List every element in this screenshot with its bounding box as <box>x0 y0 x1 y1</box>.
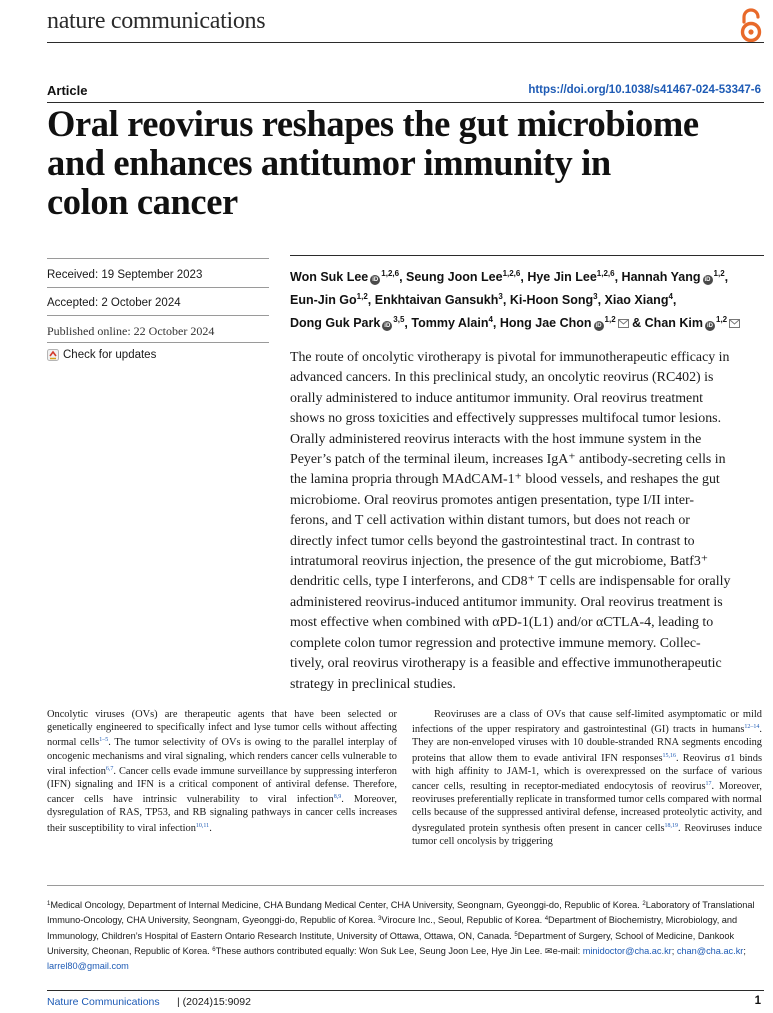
author-separator: , <box>614 270 622 284</box>
masthead-rule <box>47 42 764 43</box>
author-name: Chan Kim <box>644 316 703 330</box>
author-name: Eun-Jin Go <box>290 293 357 307</box>
abstract-line: Peyer’s patch of the terminal ileum, increases IgA⁺ antibody-secreting cells in <box>290 452 726 468</box>
check-updates-label: Check for updates <box>63 349 157 361</box>
abstract-line: directly infect tumor cells beyond the gastrointestinal tract. In contrast to <box>290 533 695 549</box>
abstract-line: shows no gross toxicities and effectively suppresses multifocal tumor lesions. <box>290 411 722 427</box>
body-text: . Moreover, dysregulation of RAS, TP53, and RB signaling pathways in cancer cells increases their susceptibility to viral infection <box>47 794 397 834</box>
received-date: Received: 19 September 2023 <box>47 269 203 281</box>
affiliation-text: ; <box>671 946 677 957</box>
mail-icon <box>618 319 629 328</box>
author-affiliation-marker: 1,2 <box>604 315 616 324</box>
author-name: Enkhtaivan Gansukh <box>374 293 499 307</box>
meta-divider <box>47 287 269 288</box>
author-separator: , <box>502 293 510 307</box>
author-name: Xiao Xiang <box>604 293 669 307</box>
author-name: Dong Guk Park <box>290 316 381 330</box>
author-affiliation-marker: 3 <box>593 292 598 301</box>
footer-journal-name: Nature Communications <box>47 996 160 1008</box>
email-address: larrel80@gmail.com <box>47 960 129 971</box>
reference-citation: 18,19 <box>664 822 679 829</box>
affiliation-text: Laboratory of Translational Immuno-Oncology, CHA University, Seongnam, Gyeonggi-do, Republic of Korea. <box>47 900 755 926</box>
affiliation-number: 5 <box>514 931 518 938</box>
author-list <box>290 264 765 333</box>
affiliation-text: ; <box>743 946 746 957</box>
body-text: . The tumor selectivity of OVs is owing to the parallel interplay of oncogenic mechanisms and viral signaling, which renders cancer cells vulnerable to viral infection <box>47 737 398 777</box>
body-text: . Cancer cells evade immune surveillance by suppressing interferon (IFN) signaling and IFN is a critical component of antiviral defense. Therefore, cancer cells have intrinsic vulnerability to viral infection <box>47 765 397 806</box>
page-number: 1 <box>754 995 761 1007</box>
author-affiliation-marker: 3 <box>498 292 503 301</box>
author-separator: , <box>492 316 500 330</box>
reference-citation: 6,7 <box>105 765 114 772</box>
affiliation-text: These authors contributed equally: Won Suk Lee, Seung Joon Lee, Hye Jin Lee. <box>215 946 545 957</box>
orcid-icon[interactable]: iD <box>384 323 391 329</box>
affiliation-text: Virocure Inc., Seoul, Republic of Korea. <box>381 915 545 926</box>
author-name: Tommy Alain <box>411 316 489 330</box>
mail-icon: ✉ <box>544 946 553 957</box>
body-text: Oncolytic viruses (OVs) are therapeutic agents that have been selected or genetically engineered to specifically infect and lyse tumor cells without affecting normal cells <box>47 709 397 749</box>
author-separator: , <box>724 270 729 284</box>
abstract-line: intratumoral reovirus injection, the presence of the gut microbiome, Batf3⁺ <box>290 554 709 570</box>
abstract-line: dendritic cells, type I interferons, and CD8⁺ T cells are indispensable for orally <box>290 574 731 590</box>
affiliation-number: 6 <box>212 947 216 954</box>
reference-citation: 10,11 <box>195 822 210 829</box>
body-text: Reoviruses are a class of OVs that cause self-limited asymptomatic or mild infections of the upper respiratory and gastrointestinal (GI) tracts in humans <box>412 709 762 736</box>
meta-divider <box>47 258 269 259</box>
abstract-line: microbiome. Oral reovirus promotes antigen presentation, type I/II inter- <box>290 492 694 508</box>
published-date: Published online: 22 October 2024 <box>47 324 215 338</box>
author-affiliation-marker: 1,2 <box>356 292 368 301</box>
author-name: Ki-Hoon Song <box>509 293 594 307</box>
authors-rule <box>290 255 764 256</box>
author-separator: , <box>520 270 528 284</box>
author-name: Won Suk Lee <box>290 270 369 284</box>
author-name: Hannah Yang <box>621 270 701 284</box>
author-affiliation-marker: 1,2,6 <box>596 269 615 278</box>
author-separator: , <box>399 270 407 284</box>
abstract-line: The route of oncolytic virotherapy is pivotal for immunotherapeutic efficacy in <box>290 350 730 365</box>
abstract-line: ferons, and T cell activation within distant tumors, but does not reach or <box>290 513 690 529</box>
affiliations-rule <box>47 885 764 886</box>
affiliation-text: Medical Oncology, Department of Internal Medicine, CHA Bundang Medical Center, CHA University, Seongnam, Gyeonggi-do, Republic of Korea. <box>50 900 643 910</box>
affiliation-text: Department of Biochemistry, Microbiology, and Immunology, Children’s Hospital of Eastern Ontario Research Institute, University of Ottawa, Ottawa, ON, Canada. <box>47 915 738 941</box>
author-affiliation-marker: 3,5 <box>393 315 405 324</box>
body-text: . Reovirus σ1 binds with high affinity to JAM-1, which is overexpressed on the surface of various cancer cells, resulting in receptor-mediated endocytosis of reovirus <box>412 752 762 793</box>
abstract-line: administered reovirus-induced antitumor immunity. Oral reovirus treatment is <box>290 594 723 610</box>
doi-link[interactable]: https://doi.org/10.1038/s41467-024-53347-6 <box>528 84 761 96</box>
author-affiliation-marker: 4 <box>668 292 673 301</box>
check-updates-icon <box>47 349 59 361</box>
body-text-left-column <box>47 708 397 835</box>
footer-rule <box>47 990 764 991</box>
article-title <box>47 104 757 221</box>
meta-divider <box>47 315 269 316</box>
author-affiliation-marker: 1,2 <box>713 269 725 278</box>
abstract-line: complete colon tumor regression and protective immune memory. Collec- <box>290 635 701 651</box>
author-separator: , <box>367 293 375 307</box>
author-affiliation-marker: 1,2,6 <box>381 269 400 278</box>
body-text: . <box>209 822 212 834</box>
author-name: Hye Jin Lee <box>527 270 597 284</box>
reference-citation: 15,16 <box>662 752 676 759</box>
abstract-line: tively, oral reovirus virotherapy is a feasible and effective immunotherapeutic <box>290 656 722 672</box>
journal-masthead: nature communications <box>47 8 266 34</box>
open-access-icon <box>738 8 764 44</box>
abstract-line: most effective when combined with αPD-1(L1) and/or αCTLA-4, leading to <box>290 615 714 631</box>
body-text: . They are non-enveloped viruses with 10 double-stranded RNA segments encoding proteins that allow them to evade antiviral IFN responses <box>412 724 762 764</box>
accepted-date: Accepted: 2 October 2024 <box>47 297 181 309</box>
abstract-line: strategy in preclinical studies. <box>290 676 456 692</box>
affiliations <box>47 897 762 973</box>
affiliation-text: Department of Surgery, School of Medicine, Dankook University, Cheonan, Republic of Korea. <box>47 930 735 957</box>
orcid-icon[interactable]: iD <box>595 323 602 329</box>
reference-citation: 1–5 <box>99 737 109 744</box>
email-address: chan@cha.ac.kr <box>676 946 744 957</box>
body-text: . Reoviruses induce tumor cell oncolysis by triggering <box>412 822 762 847</box>
title-line: colon cancer <box>47 181 238 222</box>
author-separator: , <box>597 293 605 307</box>
affiliation-number: 4 <box>544 916 549 923</box>
affiliation-number: 2 <box>642 901 646 907</box>
reference-citation: 12–14 <box>744 724 760 731</box>
article-type-label: Article <box>47 83 88 98</box>
check-for-updates-link[interactable] <box>47 349 156 361</box>
abstract-line: advanced cancers. In this preclinical study, an oncolytic reovirus (RC402) is <box>290 370 714 386</box>
affiliation-number: 3 <box>378 916 382 923</box>
title-line: and enhances antitumor immunity in <box>47 142 611 183</box>
orcid-icon[interactable]: iD <box>704 277 711 283</box>
author-affiliation-marker: 4 <box>488 315 493 324</box>
abstract <box>290 348 765 695</box>
body-text: . Moreover, reoviruses preferentially replicate in transformed tumor cells compared with normal cells because of the suppressed antiviral defense, increased proteolytic activity, and dysregulated protein synthesis often present in cancer cells <box>412 781 762 834</box>
author-separator: & <box>628 316 645 330</box>
footer-citation: | (2024)15:9092 <box>177 996 251 1008</box>
mail-icon <box>729 319 740 328</box>
author-separator: , <box>404 316 412 330</box>
author-separator: , <box>672 293 677 307</box>
reference-citation: 17 <box>705 781 712 788</box>
orcid-icon[interactable]: iD <box>707 323 713 329</box>
reference-citation: 8,9 <box>333 794 342 801</box>
abstract-line: orally administered to induce antitumor immunity. Oral reovirus treatment <box>290 390 704 406</box>
author-affiliation-marker: 1,2 <box>716 315 728 324</box>
affiliation-text: e-mail: <box>552 946 583 957</box>
affiliation-number: 1 <box>47 901 51 907</box>
title-line: Oral reovirus reshapes the gut microbiome <box>47 103 699 144</box>
author-name: Hong Jae Chon <box>499 316 592 330</box>
email-address: minidoctor@cha.ac.kr <box>582 946 672 957</box>
meta-divider <box>47 342 269 343</box>
orcid-icon[interactable]: iD <box>372 277 379 283</box>
body-text-right-column <box>412 708 762 848</box>
abstract-line: the lamina propria through MAdCAM-1⁺ blood vessels, and reshapes the gut <box>290 472 720 488</box>
abstract-line: Orally administered reovirus interacts with the host immune system in the <box>290 431 702 447</box>
author-affiliation-marker: 1,2,6 <box>502 269 521 278</box>
author-name: Seung Joon Lee <box>406 270 503 284</box>
